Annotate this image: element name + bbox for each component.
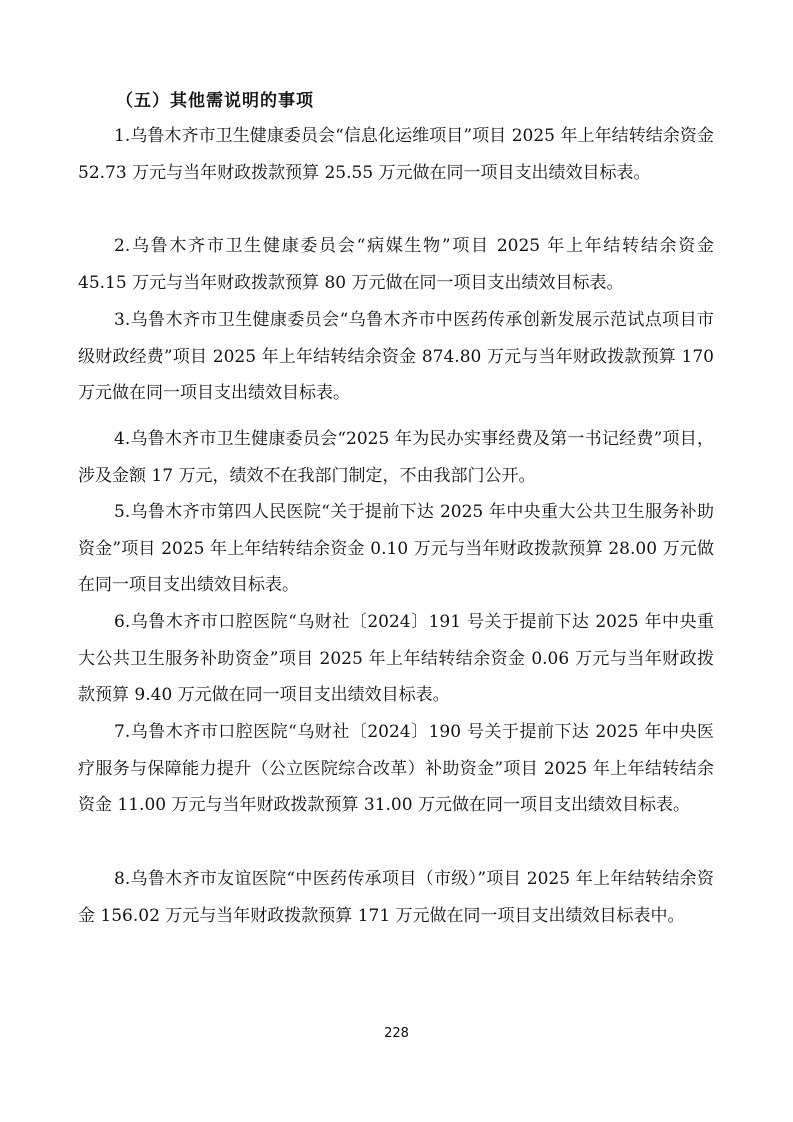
page-number: 228 bbox=[384, 1026, 409, 1041]
section-heading: （五）其他需说明的事项 bbox=[116, 91, 314, 111]
paragraph-item-2: 2.乌鲁木齐市卫生健康委员会“病媒生物”项目 2025 年上年结转结余资金 45.15 万元与当年财政拨款预算 80 万元做在同一项目支出绩效目标表。 bbox=[78, 236, 714, 293]
paragraph-item-7: 7.乌鲁木齐市口腔医院“乌财社〔2024〕190 号关于提前下达 2025 年中央医疗服务与保障能力提升（公立医院综合改革）补助资金”项目 2025 年上年结转结余资金 11.00 万元与当年财政拨款预算 31.00 万元做在同一项目支出绩效目标表。 bbox=[78, 722, 714, 816]
paragraph-item-8: 8.乌鲁木齐市友谊医院“中医药传承项目（市级）”项目 2025 年上年结转结余资金 156.02 万元与当年财政拨款预算 171 万元做在同一项目支出绩效目标表中。 bbox=[78, 869, 714, 926]
paragraph-item-6: 6.乌鲁木齐市口腔医院“乌财社〔2024〕191 号关于提前下达 2025 年中央重大公共卫生服务补助资金”项目 2025 年上年结转结余资金 0.06 万元与当年财政拨款预算 9.40 万元做在同一项目支出绩效目标表。 bbox=[78, 612, 714, 706]
paragraph-item-3: 3.乌鲁木齐市卫生健康委员会“乌鲁木齐市中医药传承创新发展示范试点项目市级财政经费”项目 2025 年上年结转结余资金 874.80 万元与当年财政拨款预算 170 万元做在同一项目支出绩效目标表。 bbox=[78, 310, 714, 404]
paragraph-item-5: 5.乌鲁木齐市第四人民医院“关于提前下达 2025 年中央重大公共卫生服务补助资金”项目 2025 年上年结转结余资金 0.10 万元与当年财政拨款预算 28.00 万元做在同一项目支出绩效目标表。 bbox=[78, 502, 714, 596]
paragraph-item-4: 4.乌鲁木齐市卫生健康委员会“2025 年为民办实事经费及第一书记经费”项目，涉及金额 17 万元，绩效不在我部门制定，不由我部门公开。 bbox=[78, 429, 714, 486]
paragraph-item-1: 1.乌鲁木齐市卫生健康委员会“信息化运维项目”项目 2025 年上年结转结余资金 52.73 万元与当年财政拨款预算 25.55 万元做在同一项目支出绩效目标表。 bbox=[78, 126, 714, 183]
